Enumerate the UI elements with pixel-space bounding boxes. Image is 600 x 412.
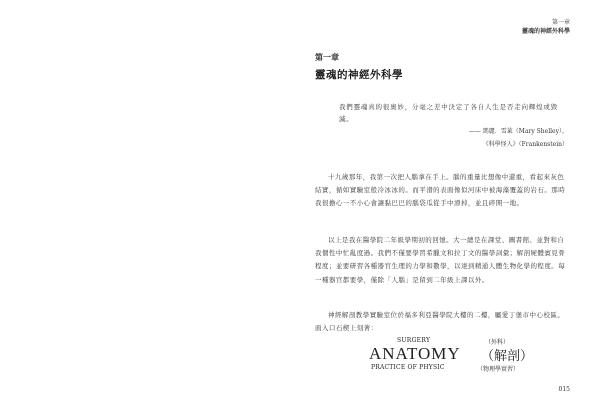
- page-number: 015: [558, 386, 570, 393]
- epigraph-author: —— 瑪麗．雪萊（Mary Shelley），: [468, 128, 568, 135]
- chapter-label: 第一章: [315, 52, 339, 62]
- inscription-block: [369, 336, 569, 376]
- inscription-practice: PRACTICE OF PHYSIC: [371, 364, 445, 371]
- inscription-anatomy-zh: （解剖）: [481, 349, 534, 364]
- running-head-chapter: 第一章: [551, 19, 570, 26]
- epigraph-source: 《科學怪人》（Frankenstein）: [482, 141, 568, 148]
- epigraph-quote: 我們靈魂真的很奧妙，分毫之差中決定了各自人生是否走向輝煌或毀滅。: [339, 103, 558, 123]
- body-paragraph-2: 以上是我在醫學院二年級學期初的回憶。大一總是在課堂、圖書館、並對和自我個性中忙亂度過。我們不僅要學習希臘文和拉丁文的醫學詞彙；解剖屍體賓見骨程度；並要研習各種器官生理的力學和數學，以達到精通人體生物化學的程度。每一種器官都要學，僅除「人腦」是留到二年級上課以外。: [315, 236, 566, 284]
- inscription-surgery: SURGERY: [397, 337, 431, 344]
- running-head-title: 靈魂的神經外科學: [521, 28, 570, 35]
- inscription-surgery-zh: （外科）: [485, 339, 510, 346]
- body-paragraph-1: 十九歲那年，我第一次把人腦拿在手上。腦的重量比想像中還重，看起來灰色結實，循如實驗室般冷冰冰的。而平滑的表面像似河床中被海藻覆蓋的岩石。那時我很擔心一不小心會讓黏巴巴的腦袋瓜從手中滑掉，並且碎開一地。: [315, 173, 566, 208]
- body-paragraph-3: 神經解剖教學實驗室位於福多利亞醫學院大樓的二樓，屬愛丁堡市中心校區。面入口石楔上刻著：: [315, 311, 565, 333]
- inscription-practice-zh: （物理學實習）: [477, 366, 520, 373]
- inscription-anatomy: ANATOMY: [369, 344, 461, 363]
- chapter-title: 靈魂的神經外科學: [315, 69, 403, 81]
- running-head: [522, 18, 570, 36]
